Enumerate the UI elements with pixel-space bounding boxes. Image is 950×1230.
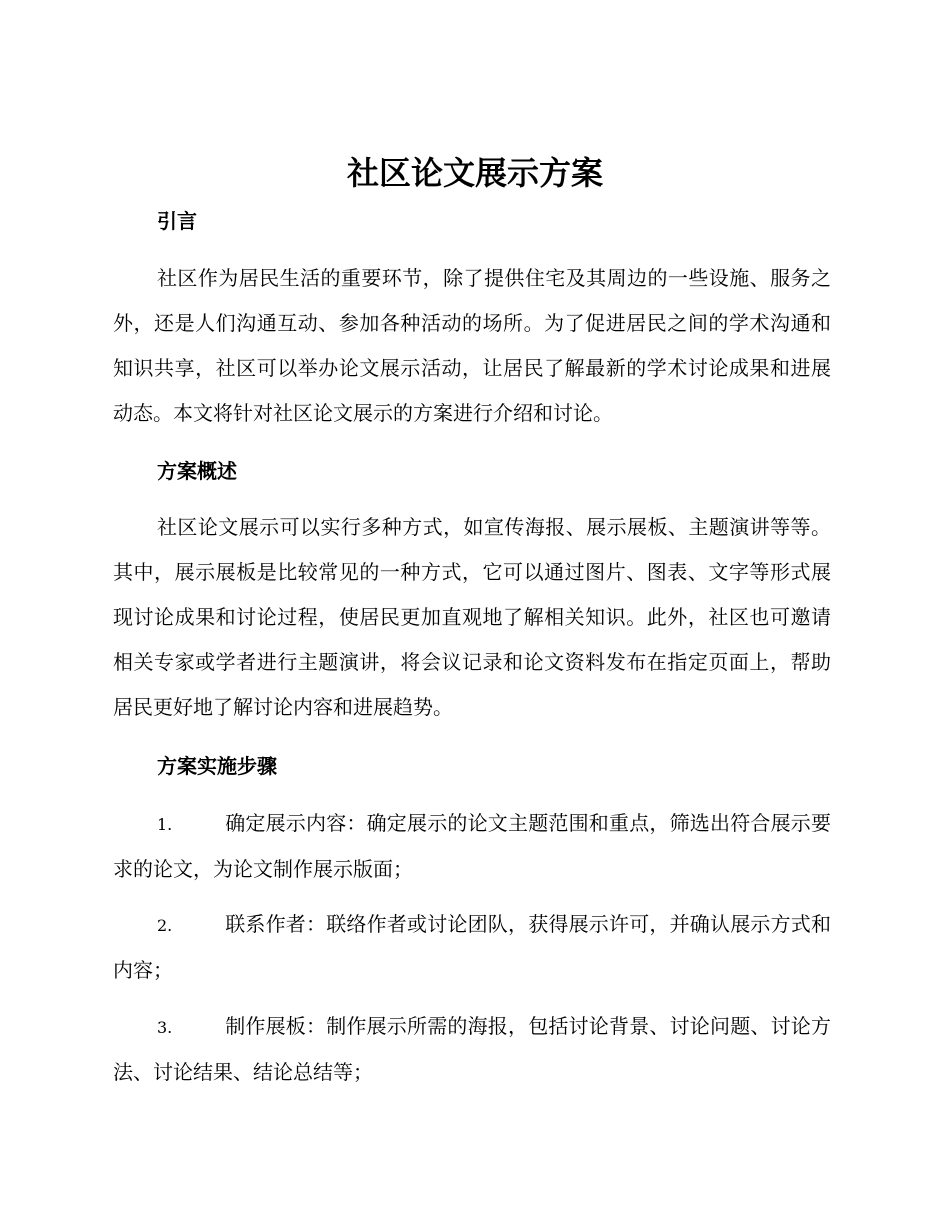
step-item-3 (113, 1004, 831, 1095)
step-text: 制作展板：制作展示所需的海报，包括讨论背景、讨论问题、讨论方法、讨论结果、结论总结等； (113, 1014, 831, 1084)
step-text: 联系作者：联络作者或讨论团队，获得展示许可，并确认展示方式和内容； (113, 912, 831, 982)
section-heading-steps: 方案实施步骤 (157, 754, 277, 778)
step-number: 1. (157, 815, 173, 834)
document-title: 社区论文展示方案 (346, 154, 603, 192)
step-number: 3. (157, 1018, 173, 1037)
section-heading-overview: 方案概述 (157, 459, 237, 483)
step-text: 确定展示内容：确定展示的论文主题范围和重点，筛选出符合展示要求的论文，为论文制作展示版面； (113, 811, 831, 881)
introduction-paragraph: 社区作为居民生活的重要环节，除了提供住宅及其周边的一些设施、服务之外，还是人们沟通互动、参加各种活动的场所。为了促进居民之间的学术沟通和知识共享，社区可以举办论文展示活动，让居民了解最新的学术讨论成果和进展动态。本文将针对社区论文展示的方案进行介绍和讨论。 (113, 266, 831, 425)
overview-paragraph: 社区论文展示可以实行多种方式，如宣传海报、展示展板、主题演讲等等。其中，展示展板是比较常见的一种方式，它可以通过图片、图表、文字等形式展现讨论成果和讨论过程，使居民更加直观地了解相关知识。此外，社区也可邀请相关专家或学者进行主题演讲，将会议记录和论文资料发布在指定页面上，帮助居民更好地了解讨论内容和进展趋势。 (113, 515, 831, 719)
step-item-2 (113, 902, 831, 993)
section-heading-introduction: 引言 (157, 209, 197, 233)
step-number: 2. (157, 916, 173, 935)
step-item-1 (113, 801, 831, 892)
